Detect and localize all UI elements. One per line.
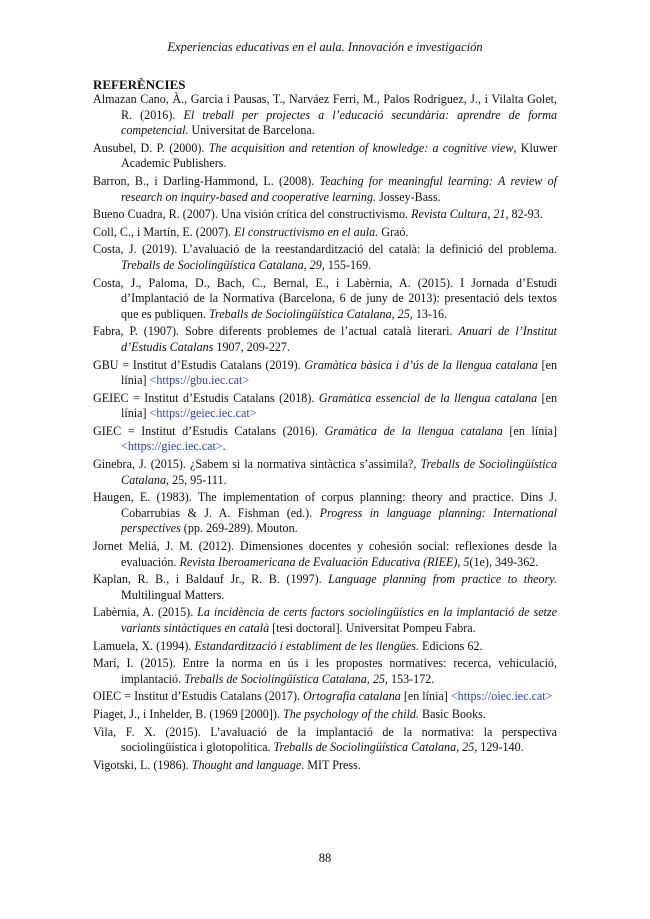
reference-italic-text: Revista Cultura, 21,: [411, 207, 509, 222]
reference-list: [93, 92, 557, 775]
reference-text: 153-172.: [387, 671, 435, 686]
reference-entry: [93, 572, 557, 603]
reference-text: Universitat de Barcelona.: [188, 123, 315, 138]
running-header: Experiencias educativas en el aula. Innovación e investigación: [167, 40, 483, 54]
reference-text: Vila, F. X. (2015). L’avaluació de la implantació de la normativa: la perspectiva sociolingüística i glotopolítica.: [93, 724, 557, 755]
reference-entry: [93, 457, 557, 488]
reference-italic-text: El constructivismo en el aula.: [234, 224, 379, 239]
reference-entry: [93, 707, 557, 723]
reference-italic-text: Treballs de Sociolingüística Catalana,: [121, 457, 557, 487]
reference-text: [en línia]: [400, 689, 451, 704]
reference-entry: [93, 207, 557, 223]
reference-text: Graó.: [378, 224, 409, 239]
reference-text: Marí, I. (2015). Entre la norma en ús i les propostes normatives: recerca, vehiculació, implantació.: [93, 656, 557, 686]
reference-italic-text: El treball per projectes a l’educació secundària: aprendre de forma competencial.: [121, 107, 557, 138]
reference-text: Kaplan, R. B., i Baldauf Jr., R. B. (1997).: [93, 572, 329, 587]
reference-text: Ausubel, D. P. (2000).: [93, 140, 209, 155]
reference-entry: [93, 656, 557, 687]
reference-text: Lamuela, X. (1994).: [93, 638, 195, 653]
reference-entry: [93, 758, 557, 774]
reference-text: .: [222, 439, 226, 454]
reference-italic-text: Anuari de l’Institut d’Estudis Catalans: [121, 324, 557, 354]
reference-text: Bueno Cuadra, R. (2007). Una visión crítica del constructivismo.: [93, 207, 412, 222]
reference-entry: [93, 605, 557, 636]
reference-italic-text: Estandardització i establiment de les llengües.: [194, 638, 420, 653]
reference-italic-text: Ortografia catalana: [303, 689, 401, 704]
reference-text: Jossey-Bass.: [376, 189, 441, 204]
reference-text: GIEC = Institut d’Estudis Catalans (2016).: [93, 423, 325, 438]
reference-entry: [93, 539, 557, 570]
reference-entry: [93, 689, 557, 705]
reference-italic-text: Treballs de Sociolingüística Catalana, 29,: [121, 257, 325, 272]
reference-text: Costa, J. (2019). L’avaluació de la reestandardització del català: la definició del problema.: [93, 242, 557, 257]
reference-entry: [93, 639, 557, 655]
reference-entry: [93, 391, 557, 422]
reference-text: Almazan Cano, À., Garcia i Pausas, T., Narváez Ferri, M., Palos Rodríguez, J., i Vilalta Golet, R. (2016).: [93, 92, 557, 122]
reference-text: Edicions 62.: [419, 638, 483, 653]
reference-italic-text: Language planning from practice to theory.: [328, 572, 557, 587]
reference-entry: [93, 358, 557, 389]
reference-entry: [93, 424, 557, 455]
reference-entry: [93, 174, 557, 205]
reference-text: Labèrnia, A. (2015).: [93, 605, 198, 620]
reference-text: , Kluwer Academic Publishers.: [121, 140, 557, 171]
reference-italic-text: Gramàtica essencial de la llengua catalana: [318, 390, 538, 405]
reference-text: Vigotski, L. (1986).: [93, 757, 192, 772]
reference-italic-text: La incidència de certs factors sociolingüístics en la implantació de setze variants sintàctiques en català: [121, 605, 557, 635]
reference-text: Barron, B., i Darling-Hammond, L. (2008).: [93, 173, 320, 188]
reference-entry: [93, 242, 557, 273]
reference-text: 1907, 209-227.: [213, 339, 290, 354]
reference-text: 129-140.: [477, 740, 524, 755]
reference-text: [en línia]: [121, 357, 557, 388]
reference-text: Multilingual Matters.: [121, 587, 225, 602]
reference-text: Basic Books.: [419, 706, 486, 721]
reference-entry: [93, 725, 557, 756]
reference-italic-text: The acquisition and retention of knowledge: a cognitive view: [208, 140, 514, 155]
reference-text: . MIT Press.: [301, 757, 361, 772]
reference-link[interactable]: <https://gbu.iec.cat>: [149, 373, 250, 388]
reference-text: [en línia]: [121, 390, 557, 421]
reference-text: Coll, C., i Martín, E. (2007).: [93, 224, 235, 239]
reference-entry: [93, 225, 557, 241]
reference-text: [tesi doctoral]. Universitat Pompeu Fabra.: [269, 621, 476, 635]
reference-italic-text: Gramàtica bàsica i d’ús de la llengua catalana: [304, 357, 538, 372]
reference-text: Fabra, P. (1907). Sobre diferents problemes de l’actual català literari.: [93, 324, 459, 339]
reference-text: [en línia]: [502, 423, 558, 438]
reference-entry: [93, 141, 557, 172]
reference-text: Jornet Meliá, J. M. (2012). Dimensiones docentes y cohesión social: reflexiones desde la evaluación.: [93, 539, 557, 569]
reference-text: 25, 95-111.: [169, 472, 227, 487]
reference-text: (1e), 349-362.: [469, 554, 539, 569]
reference-text: 82-93.: [508, 207, 543, 222]
reference-italic-text: Revista Iberoamericana de Evaluación Educativa (RIEE), 5: [179, 554, 470, 569]
reference-text: 155-169.: [324, 257, 372, 272]
reference-text: 13-16.: [412, 306, 448, 321]
reference-link[interactable]: <https://giec.iec.cat>: [121, 439, 223, 454]
reference-entry: [93, 324, 557, 355]
reference-text: GBU = Institut d’Estudis Catalans (2019).: [93, 357, 305, 372]
reference-text: Costa, J., Paloma, D., Bach, C., Bernal, E., i Labèrnia, A. (2015). I Jornada d’Estudi d’Implantació de la Normativa (Barcelona, 6 de juny de 2013): presentació dels textos que es publiquen.: [93, 275, 557, 321]
reference-italic-text: Gramàtica de la llengua catalana: [324, 423, 503, 438]
reference-italic-text: Treballs de Sociolingüística Catalana, 25,: [209, 306, 413, 321]
reference-text: (pp. 269-289). Mouton.: [180, 521, 298, 536]
section-title: REFERÈNCIES: [93, 77, 186, 92]
reference-text: OIEC = Institut d’Estudis Catalans (2017).: [93, 689, 304, 704]
reference-text: Ginebra, J. (2015). ¿Sabem si la normativa sintàctica s’assimila?,: [93, 457, 421, 472]
reference-italic-text: Treballs de Sociolingüística Catalana, 25,: [184, 671, 388, 686]
page-number: 88: [318, 851, 332, 865]
reference-italic-text: Progress in language planning: International perspectives: [121, 505, 557, 536]
reference-entry: [93, 490, 557, 537]
reference-entry: [93, 276, 557, 323]
reference-italic-text: Thought and language: [191, 757, 302, 772]
reference-text: Piaget, J., i Inhelder, B. (1969 [2000]).: [93, 706, 283, 721]
reference-text: GEIEC = Institut d’Estudis Catalans (2018).: [93, 390, 319, 405]
reference-italic-text: Teaching for meaningful learning: A review of research on inquiry-based and cooperative learning.: [121, 173, 557, 204]
reference-text: Haugen, E. (1983). The implementation of corpus planning: theory and practice. Dins J. Cobarrubias & J. A. Fishman (ed.).: [93, 490, 557, 520]
reference-link[interactable]: <https://oiec.iec.cat>: [450, 689, 553, 704]
reference-italic-text: The psychology of the child.: [282, 706, 419, 721]
reference-entry: [93, 92, 557, 139]
reference-link[interactable]: <https://geiec.iec.cat>: [149, 406, 257, 421]
reference-italic-text: Treballs de Sociolingüística Catalana, 25,: [273, 740, 478, 755]
